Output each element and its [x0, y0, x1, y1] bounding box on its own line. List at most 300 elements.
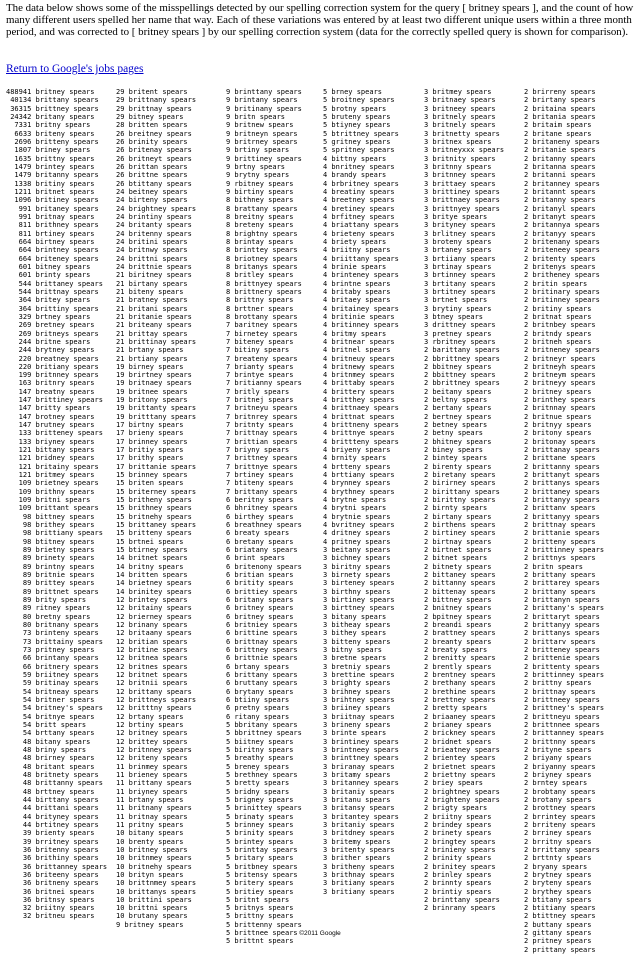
- misspelling-row: 4 brittaby spears: [323, 379, 395, 388]
- misspelling-row: 19 brirtney spears: [116, 371, 192, 380]
- misspelling-row: 269 britneys spears: [6, 329, 99, 338]
- misspelling-row: 12 britian spears: [116, 637, 188, 646]
- misspelling-row: 2 britonay spears: [524, 437, 596, 446]
- misspelling-row: 5 spritney spears: [323, 146, 395, 155]
- misspelling-row: 9 britrney spears: [226, 137, 298, 146]
- misspelling-row: 44 birttany spears: [6, 795, 99, 804]
- misspelling-row: 39 brritney spears: [6, 837, 99, 846]
- misspelling-row: 2 bitnet spears: [424, 554, 488, 563]
- misspelling-row: 2 bretty spears: [424, 704, 488, 713]
- misspelling-row: 3 bitheay spears: [323, 621, 391, 629]
- misspelling-row: 2 brattney spears: [424, 629, 496, 638]
- misspelling-row: 2 brinieny spears: [424, 845, 496, 854]
- misspelling-row: 2 britanyl spears: [524, 204, 596, 213]
- misspelling-row: 3 brtaney spears: [424, 246, 492, 255]
- misspellings-column-1: [6, 88, 107, 921]
- misspelling-row: 5 brotny spears: [323, 104, 387, 113]
- misspelling-row: 364 britey spears: [6, 296, 91, 305]
- misspelling-row: 3 brittnyey spears: [424, 204, 500, 213]
- misspelling-row: 36 britnsy spears: [6, 895, 95, 904]
- misspelling-row: 2 britanny spears: [524, 196, 596, 205]
- misspelling-row: 89 ritney spears: [6, 604, 91, 613]
- misspelling-row: 2 bnitney spears: [424, 604, 492, 613]
- misspelling-row: 109 brittant spears: [6, 504, 99, 513]
- misspelling-row: 15 brinney spears: [116, 471, 188, 480]
- misspelling-row: 10 brittanys spears: [116, 887, 197, 896]
- misspelling-row: 3 bitny spears: [323, 645, 383, 654]
- misspelling-row: 10 brittni spears: [116, 904, 188, 913]
- misspelling-row: 2 biretany spears: [424, 471, 496, 480]
- misspelling-row: 2 bbitney spears: [424, 362, 492, 371]
- misspelling-row: 7 brianty spears: [226, 362, 294, 371]
- misspelling-row: 7 britneyu spears: [226, 404, 298, 413]
- misspelling-row: 2 pritney spears: [524, 937, 592, 946]
- misspelling-row: 6 britney spears: [226, 604, 294, 613]
- misspelling-row: 54 britneay spears: [6, 687, 99, 696]
- misspelling-row: 3 brtinay spears: [424, 262, 492, 271]
- misspelling-row: 109 brietney spears: [6, 479, 99, 488]
- misspelling-row: 2 brittaryt spears: [524, 612, 600, 621]
- misspelling-row: 15 britnehy spears: [116, 512, 192, 521]
- misspelling-row: 21 britani spears: [116, 304, 188, 313]
- misspelling-row: 2 birittany spears: [424, 487, 500, 496]
- misspelling-row: 5 brinney spears: [226, 820, 294, 829]
- misspelling-row: 26 btittany spears: [116, 179, 192, 188]
- misspelling-row: 5 brittny spears: [226, 912, 294, 921]
- misspelling-row: 6 ritany spears: [226, 712, 290, 721]
- misspelling-row: 2 brittarv spears: [524, 637, 596, 646]
- misspelling-row: 4 brittnaey spears: [323, 404, 399, 413]
- misspelling-row: 2 briteneey spears: [524, 246, 600, 255]
- misspelling-row: 12 britaany spears: [116, 629, 192, 638]
- misspelling-row: 2 brietnet spears: [424, 762, 496, 771]
- misspelling-row: 21 brtany spears: [116, 346, 184, 355]
- misspelling-row: 2 brittnys spears: [524, 554, 596, 563]
- misspelling-row: 2 brittenie spears: [524, 654, 600, 663]
- misspelling-row: 4 dritney spears: [323, 529, 391, 538]
- misspelling-row: 2 brieatney spears: [424, 745, 500, 754]
- misspelling-row: 17 birtny spears: [116, 421, 184, 430]
- misspelling-row: 3 pretney spears: [424, 329, 492, 338]
- misspelling-row: 2 betny spears: [424, 429, 484, 438]
- misspelling-row: 2 breaty spears: [424, 645, 488, 654]
- misspelling-row: 991 britaney spears: [6, 204, 99, 213]
- misspelling-row: 10 bitany spears: [116, 829, 184, 838]
- misspelling-row: 2 birnty spears: [424, 504, 488, 513]
- misspelling-row: 5 btiyney spears: [323, 121, 391, 130]
- misspelling-row: 2 brittneey spears: [524, 695, 600, 704]
- misspelling-row: 15 brtnei spears: [116, 537, 184, 546]
- misspelling-row: 3 britanu spears: [323, 795, 391, 804]
- misspelling-row: 6 birthey spears: [226, 512, 294, 521]
- misspelling-row: 98 bittney spears: [6, 512, 95, 521]
- misspelling-row: 6 bhritney spears: [226, 504, 298, 513]
- misspelling-row: 2 bittanny spears: [424, 579, 496, 588]
- misspelling-row: 11 briyney spears: [116, 787, 188, 796]
- misspelling-row: 3 brithnay spears: [323, 870, 395, 879]
- misspelling-row: 7 brintye spears: [226, 371, 294, 380]
- misspelling-row: 24 brintiny spears: [116, 212, 192, 221]
- misspelling-row: 12 brtany spears: [116, 712, 184, 721]
- misspelling-row: 2 brobtany spears: [524, 787, 596, 796]
- misspelling-row: 2 bittney spears: [424, 596, 492, 605]
- misspelling-row: 5 brethney spears: [226, 770, 298, 779]
- misspelling-row: 5 broitney spears: [323, 96, 395, 105]
- misspelling-row: 2 britanyt spears: [524, 212, 596, 221]
- misspelling-row: 2 britannt spears: [524, 187, 596, 196]
- misspelling-row: 8 bithney spears: [226, 196, 294, 205]
- misspelling-row: 3 brihtney spears: [323, 695, 395, 704]
- misspellings-column-3: [226, 88, 302, 946]
- misspelling-row: 2 brinety spears: [424, 829, 492, 838]
- misspelling-row: 2 brntey spears: [524, 779, 588, 788]
- misspelling-row: 2 brirtany spears: [524, 96, 596, 105]
- misspelling-row: 10 brutany spears: [116, 912, 188, 921]
- misspelling-row: 11 pritny spears: [116, 820, 184, 829]
- misspelling-row: 3 brtinney spears: [424, 271, 496, 280]
- misspelling-row: 98 brithey spears: [6, 521, 95, 530]
- misspelling-row: 2 brrintey spears: [524, 812, 596, 821]
- misspelling-row: 2 buttany spears: [524, 920, 592, 929]
- misspelling-row: 7 bitiny spears: [226, 346, 290, 355]
- misspelling-row: 3 britye spears: [424, 212, 488, 221]
- misspelling-row: 21 biritney spears: [116, 271, 192, 280]
- misspelling-row: 2 brinitey spears: [424, 862, 496, 871]
- misspelling-row: 6 pretny spears: [226, 704, 290, 713]
- misspelling-row: 2 brittanv spears: [524, 504, 596, 513]
- misspelling-row: 5 brittnee spears: [226, 929, 298, 938]
- misspelling-row: 3 bitany spears: [323, 612, 387, 621]
- misspelling-row: 664 briteney spears: [6, 254, 99, 263]
- misspelling-row: 21 brtiany spears: [116, 354, 188, 363]
- misspelling-row: 2 britneym spears: [524, 371, 596, 380]
- misspelling-row: 5 bbrittney spears: [226, 729, 302, 738]
- misspelling-row: 48 brttney spears: [6, 787, 95, 796]
- misspelling-row: 2 brrittany spears: [524, 845, 600, 854]
- misspelling-row: 2 britnyy spears: [524, 421, 592, 430]
- misspelling-row: 2 britaneny spears: [524, 137, 600, 146]
- misspelling-row: 6 brittiey spears: [226, 587, 298, 596]
- misspelling-row: 4 briety spears: [323, 237, 387, 246]
- misspelling-row: 7 btiteny spears: [226, 479, 294, 488]
- misspelling-row: 6 brytany spears: [226, 687, 294, 696]
- misspelling-row: 2 gittany spears: [524, 929, 592, 938]
- misspelling-row: 4 brintne spears: [323, 279, 391, 288]
- misspelling-row: 4 brinie spears: [323, 262, 387, 271]
- misspelling-row: 2 briettny spears: [424, 770, 496, 779]
- misspelling-row: 3 britmey spears: [424, 88, 492, 96]
- misspelling-row: 2 brittney's spears: [524, 704, 605, 713]
- misspelling-row: 89 brinety spears: [6, 554, 95, 563]
- misspelling-row: 36 britneny spears: [6, 879, 99, 888]
- misspelling-row: 2 brinttany spears: [424, 895, 500, 904]
- misspelling-row: 12 britnney spears: [116, 745, 192, 754]
- misspelling-row: 3 britiany spears: [323, 879, 395, 888]
- misspelling-row: 15 brithney spears: [116, 504, 192, 513]
- misspelling-row: 2 bertney spears: [424, 412, 492, 421]
- misspelling-row: 1096 britiney spears: [6, 196, 99, 205]
- misspelling-row: 32 briitny spears: [6, 904, 95, 913]
- misspelling-row: 3 brettine spears: [323, 670, 395, 679]
- misspelling-row: 2 britnat spears: [524, 312, 592, 321]
- misspelling-row: 1338 britiny spears: [6, 179, 95, 188]
- misspelling-row: 5 brinittey spears: [226, 804, 302, 813]
- misspelling-row: 32 britneu spears: [6, 912, 95, 921]
- misspelling-row: 17 brinney spears: [116, 437, 188, 446]
- misspelling-row: 7 britnrey spears: [226, 412, 298, 421]
- misspelling-row: 17 brittanie spears: [116, 462, 197, 471]
- misspelling-row: 2 bertany spears: [424, 404, 492, 413]
- misspelling-row: 2 brittarey spears: [524, 579, 600, 588]
- misspelling-row: 19 brittanty spears: [116, 404, 197, 413]
- misspelling-row: 73 brinteny spears: [6, 629, 99, 638]
- misspelling-row: 12 brintey spears: [116, 596, 188, 605]
- misspelling-row: 5 breney spears: [226, 762, 290, 771]
- misspelling-row: 3 britneey spears: [424, 104, 496, 113]
- misspelling-row: 3 brtitany spears: [424, 279, 496, 288]
- misspelling-row: 4 brytni spears: [323, 504, 387, 513]
- misspelling-row: 24 brittni spears: [116, 254, 188, 263]
- misspelling-row: 488941 britney spears: [6, 88, 95, 96]
- misspelling-row: 14 brietney spears: [116, 579, 192, 588]
- misspelling-row: 15 briterney spears: [116, 487, 197, 496]
- misspelling-row: 2 bhitney spears: [424, 437, 492, 446]
- misspelling-row: 2 brittneyu spears: [524, 712, 600, 721]
- misspelling-row: 2 brientey spears: [424, 754, 496, 763]
- misspelling-row: 12 britine spears: [116, 645, 188, 654]
- misspelling-row: 2 prittany spears: [524, 945, 596, 954]
- misspelling-row: 29 britent spears: [116, 88, 188, 96]
- misspelling-row: 6 brittany spears: [226, 670, 298, 679]
- misspelling-row: 2 btitiany spears: [524, 904, 596, 913]
- misspelling-row: 48 brirney spears: [6, 754, 95, 763]
- misspelling-row: 12 britnet spears: [116, 670, 188, 679]
- misspelling-row: 664 brintney spears: [6, 246, 99, 255]
- misspelling-row: 89 brittey spears: [6, 579, 95, 588]
- misspelling-row: 2 brittanyn spears: [524, 596, 600, 605]
- misspelling-row: 4 brtteny spears: [323, 462, 391, 471]
- misspelling-row: 3 birteney spears: [323, 579, 395, 588]
- misspelling-row: 5 brintey spears: [226, 837, 294, 846]
- misspelling-row: 21 biteny spears: [116, 287, 184, 296]
- misspelling-row: 2 brentney spears: [424, 670, 496, 679]
- misspelling-row: 4 pritney spears: [323, 537, 391, 546]
- misspelling-row: 5 brinttay spears: [226, 845, 298, 854]
- misspelling-row: 5 bruteny spears: [323, 112, 391, 121]
- misspelling-row: 12 brinany spears: [116, 621, 188, 629]
- misspelling-row: 4 bretiney spears: [323, 204, 395, 213]
- misspelling-row: 8 brintay spears: [226, 237, 294, 246]
- misspelling-row: 2 birenty spears: [424, 462, 492, 471]
- misspelling-row: 2 bbittney spears: [424, 371, 496, 380]
- misspelling-row: 2 bryany spears: [524, 862, 588, 871]
- misspelling-row: 3 britaniy spears: [323, 787, 395, 796]
- misspelling-row: 147 breatny spears: [6, 387, 95, 396]
- misspelling-row: 7 brittnay spears: [226, 429, 298, 438]
- misspelling-row: 4 briitny spears: [323, 246, 391, 255]
- misspelling-row: 2 btitany spears: [524, 895, 592, 904]
- misspelling-row: 3 britnaey spears: [424, 96, 496, 105]
- misspelling-row: 12 brittneys spears: [116, 695, 197, 704]
- misspelling-row: 12 brtiny spears: [116, 720, 184, 729]
- misspelling-row: 6 breaty spears: [226, 529, 290, 538]
- misspelling-row: 4 brytne spears: [323, 496, 387, 505]
- misspelling-row: 3 britaniy spears: [323, 820, 395, 829]
- misspelling-row: 17 britiy spears: [116, 446, 184, 455]
- misspelling-row: 2 brintiy spears: [424, 887, 492, 896]
- misspelling-row: 3 btney spears: [424, 312, 484, 321]
- misspelling-row: 11 britnay spears: [116, 812, 188, 821]
- misspelling-row: 2 briey spears: [424, 779, 484, 788]
- misspelling-row: 5 bridny spears: [226, 787, 290, 796]
- misspelling-row: 14 britny spears: [116, 562, 184, 571]
- misspelling-row: 7 briyny spears: [226, 446, 290, 455]
- misspelling-row: 2 bbrittney spears: [424, 354, 500, 363]
- misspelling-row: 2 britanni spears: [524, 171, 596, 180]
- misspelling-row: 2 betney spears: [424, 421, 488, 430]
- misspelling-row: 6633 briteny spears: [6, 129, 95, 138]
- misspelling-row: 2 brittaney spears: [524, 487, 600, 496]
- misspelling-row: 2 briitny spears: [424, 812, 492, 821]
- misspelling-row: 44 brittani spears: [6, 804, 99, 813]
- misspelling-row: 3 britnny spears: [424, 162, 492, 171]
- misspelling-row: 44 brtitney spears: [6, 820, 99, 829]
- misspelling-row: 2 britane spears: [524, 129, 592, 138]
- misspelling-row: 2 britanie spears: [524, 146, 596, 155]
- misspelling-row: 2 bintey spears: [424, 454, 488, 463]
- misspelling-row: 12 britainy spears: [116, 604, 192, 613]
- misspelling-row: 147 brittiney spears: [6, 396, 103, 405]
- misspelling-row: 26 brinity spears: [116, 137, 188, 146]
- misspelling-row: 5 biritny spears: [226, 745, 294, 754]
- misspelling-row: 36315 brittney spears: [6, 104, 99, 113]
- misspelling-row: 329 brtney spears: [6, 312, 91, 321]
- misspelling-row: 5 brinaty spears: [226, 812, 294, 821]
- misspelling-row: 2 britneyh spears: [524, 362, 596, 371]
- misspelling-row: 6 briatany spears: [226, 546, 298, 555]
- misspelling-row: 36 britenny spears: [6, 845, 99, 854]
- misspelling-row: 3 britantey spears: [323, 812, 399, 821]
- misspelling-row: 73 brittainy spears: [6, 637, 103, 646]
- misspelling-row: 2 britanyy spears: [524, 229, 596, 238]
- misspellings-column-2: [116, 88, 196, 929]
- misspelling-row: 40134 brittany spears: [6, 96, 99, 105]
- misspelling-row: 811 brtiney spears: [6, 229, 95, 238]
- misspelling-row: 4 britnear spears: [323, 337, 395, 346]
- misspelling-row: 48 britant spears: [6, 762, 95, 771]
- return-to-jobs-link[interactable]: Return to Google's jobs pages: [6, 63, 144, 75]
- misspelling-row: 220 britiany spears: [6, 362, 99, 371]
- misspelling-row: 2 btittney spears: [524, 912, 596, 921]
- misspelling-row: 10 britney spears: [116, 845, 188, 854]
- misspelling-row: 6 brittnay spears: [226, 637, 298, 646]
- misspelling-row: 12 britnii spears: [116, 679, 188, 688]
- misspelling-row: 15 britteny spears: [116, 529, 192, 538]
- misspelling-row: 109 britni spears: [6, 496, 91, 505]
- misspelling-row: 5 btrittney spears: [323, 129, 399, 138]
- misspelling-row: 3 britneyxxx spears: [424, 146, 505, 155]
- misspelling-row: 26 britneyt spears: [116, 154, 192, 163]
- misspelling-row: 544 brittnay spears: [6, 287, 99, 296]
- misspelling-row: 147 brutney spears: [6, 421, 95, 430]
- misspelling-row: 48 brittanny spears: [6, 779, 103, 788]
- misspelling-row: 2 birtany spears: [424, 512, 492, 521]
- misspelling-row: 7 britnty spears: [226, 421, 294, 430]
- misspelling-row: 4 brttiany spears: [323, 471, 395, 480]
- misspelling-row: 2 britanny spears: [524, 154, 596, 163]
- misspelling-row: 3 britheny spears: [323, 862, 395, 871]
- misspelling-row: 9 britn spears: [226, 112, 286, 121]
- misspelling-row: 11 brieney spears: [116, 770, 188, 779]
- misspelling-row: 4 briyeny spears: [323, 446, 391, 455]
- misspelling-row: 24 britanty spears: [116, 221, 192, 230]
- misspelling-row: 2 bittenay spears: [424, 587, 496, 596]
- misspelling-row: 6 btiiny spears: [226, 695, 290, 704]
- misspelling-row: 2 brittanyy spears: [524, 512, 600, 521]
- misspelling-row: 12 brittany spears: [116, 687, 192, 696]
- misspelling-row: 24 brightney spears: [116, 204, 197, 213]
- misspelling-row: 2 brethine spears: [424, 687, 496, 696]
- misspelling-row: 2 brottney spears: [524, 804, 596, 813]
- misspelling-row: 2 brittnny spears: [524, 737, 596, 746]
- misspelling-row: 3 rbritney spears: [424, 337, 496, 346]
- misspelling-row: 89 brintny spears: [6, 562, 95, 571]
- misspelling-row: 3 britnex spears: [424, 137, 492, 146]
- misspelling-row: 19 britony spears: [116, 396, 188, 405]
- misspelling-row: 11 brinmey spears: [116, 762, 188, 771]
- misspelling-row: 3 briranay spears: [323, 762, 395, 771]
- misspelling-row: 10 britnehy spears: [116, 862, 192, 871]
- misspelling-row: 14 britten spears: [116, 571, 188, 580]
- misspelling-row: 3 britnely spears: [424, 112, 496, 121]
- misspelling-row: 80 britnany spears: [6, 621, 99, 629]
- misspelling-row: 2 brinthey spears: [524, 396, 596, 405]
- misspelling-row: 48 bitany spears: [6, 737, 91, 746]
- misspelling-row: 8 britanys spears: [226, 262, 298, 271]
- misspelling-row: 2 britiny spears: [524, 304, 592, 313]
- misspelling-row: 6 bruttany spears: [226, 679, 298, 688]
- misspelling-row: 5 brittenny spears: [226, 920, 302, 929]
- misspelling-row: 2 britney spears: [524, 387, 592, 396]
- misspelling-row: 89 brity spears: [6, 596, 87, 605]
- misspelling-row: 4 britaby spears: [323, 287, 391, 296]
- misspelling-row: 12 brittey spears: [116, 737, 188, 746]
- misspelling-row: 8 briotney spears: [226, 254, 298, 263]
- misspelling-row: 9 brinttany spears: [226, 88, 302, 96]
- misspelling-row: 7 britly spears: [226, 387, 290, 396]
- misspelling-row: 2 brittny spears: [524, 679, 592, 688]
- misspelling-row: 7 brtiney spears: [226, 471, 294, 480]
- misspelling-row: 9 brintany spears: [226, 96, 298, 105]
- intro-paragraph: The data below shows some of the misspellings detected by our spelling correction system for the query [ britney spears ], and the count of how many different users spelled her name that way. Each of these variations was entered by at least two different unique users within a three month period, and was corrected to [ britney spears ] by our spelling correction system (data for the correctly spelled query is shown for comparison).: [6, 2, 634, 38]
- misspelling-row: 66 brintany spears: [6, 654, 99, 663]
- misspelling-row: 199 britnney spears: [6, 371, 99, 380]
- misspelling-row: 54 britt spears: [6, 720, 87, 729]
- misspelling-row: 24 britini spears: [116, 237, 188, 246]
- misspelling-row: 4 briattany spears: [323, 221, 399, 230]
- misspelling-row: 8 brattany spears: [226, 204, 298, 213]
- misspelling-row: 24 beitney spears: [116, 187, 188, 196]
- misspelling-row: 3 brihney spears: [323, 687, 391, 696]
- misspellings-column-5: [424, 88, 504, 912]
- misspelling-row: 2 britinary spears: [524, 287, 600, 296]
- misspelling-row: 7 brittney spears: [226, 454, 298, 463]
- misspelling-row: 4 britinie spears: [323, 312, 395, 321]
- misspelling-row: 11 brittany spears: [116, 779, 192, 788]
- misspelling-row: 6 britney spears: [226, 612, 294, 621]
- misspelling-row: 89 brietny spears: [6, 546, 95, 555]
- misspelling-row: 2 breanty spears: [424, 637, 492, 646]
